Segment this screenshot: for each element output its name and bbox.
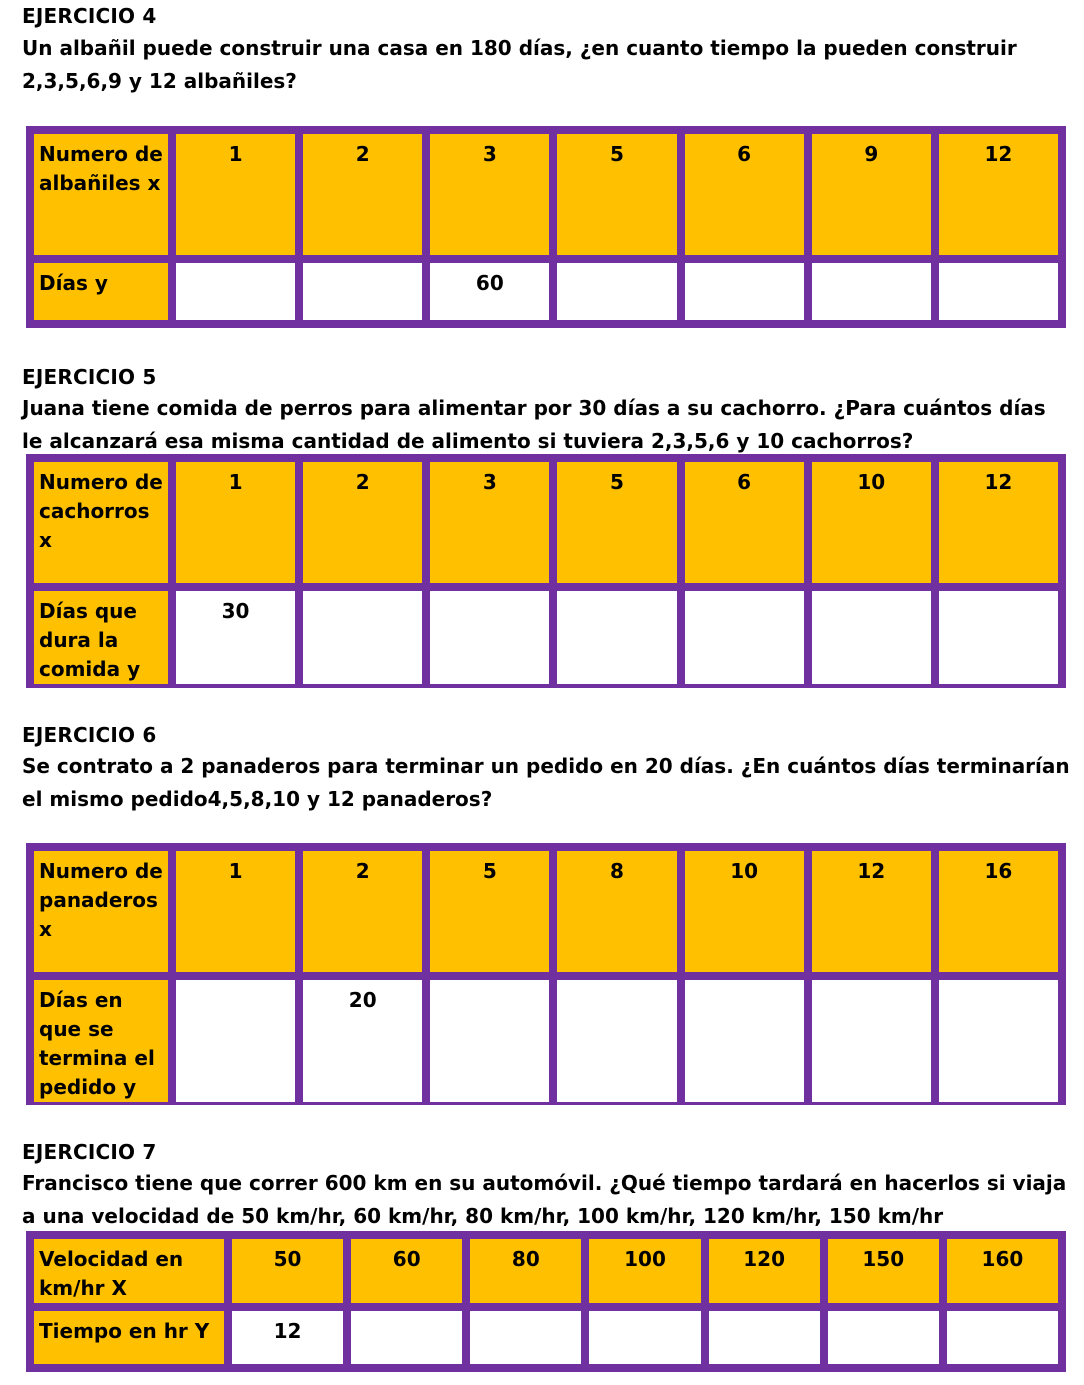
ex5-x-label: Numero de cachorros x — [34, 462, 168, 583]
ex6-x-7: 16 — [939, 851, 1058, 972]
ex6-y-2[interactable]: 20 — [303, 980, 422, 1102]
ex5-y-6[interactable] — [812, 591, 931, 684]
ex4-y-4[interactable] — [557, 263, 676, 320]
ex4-y-6[interactable] — [812, 263, 931, 320]
ex6-y-3[interactable] — [430, 980, 549, 1102]
ex7-x-4: 100 — [589, 1239, 700, 1303]
ex7-x-5: 120 — [709, 1239, 820, 1303]
ex6-x-6: 12 — [812, 851, 931, 972]
ex5-x-3: 3 — [430, 462, 549, 583]
ex5-x-4: 5 — [557, 462, 676, 583]
ex5-y-7[interactable] — [939, 591, 1058, 684]
ex4-x-7: 12 — [939, 134, 1058, 255]
ex5-x-5: 6 — [685, 462, 804, 583]
ex7-y-7[interactable] — [947, 1311, 1058, 1364]
ex5-title: EJERCICIO 5 — [22, 365, 157, 389]
ex6-y-1[interactable] — [176, 980, 295, 1102]
ex7-statement: Francisco tiene que correr 600 km en su automóvil. ¿Qué tiempo tardará en hacerlos si viaja a una velocidad de 50 km/hr, 60 km/hr, 80 km/hr, 100 km/hr, 120 km/hr, 150 km/hr — [22, 1171, 1067, 1228]
ex5-y-4[interactable] — [557, 591, 676, 684]
ex6-x-3: 5 — [430, 851, 549, 972]
ex4-y-2[interactable] — [303, 263, 422, 320]
ex7-y-5[interactable] — [709, 1311, 820, 1364]
ex6-y-label: Días en que se termina el pedido y — [34, 980, 168, 1102]
ex6-x-4: 8 — [557, 851, 676, 972]
ex7-x-3: 80 — [470, 1239, 581, 1303]
ex7-y-1[interactable]: 12 — [232, 1311, 343, 1364]
ex7-title: EJERCICIO 7 — [22, 1140, 157, 1164]
ex7-x-6: 150 — [828, 1239, 939, 1303]
ex4-y-3[interactable]: 60 — [430, 263, 549, 320]
ex4-statement: Un albañil puede construir una casa en 180 días, ¿en cuanto tiempo la pueden construir 2,3,5,6,9 y 12 albañiles? — [22, 36, 1017, 93]
ex5-x-6: 10 — [812, 462, 931, 583]
ex6-y-4[interactable] — [557, 980, 676, 1102]
ex4-x-2: 2 — [303, 134, 422, 255]
ex6-statement: Se contrato a 2 panaderos para terminar un pedido en 20 días. ¿En cuántos días terminarían el mismo pedido4,5,8,10 y 12 panaderos? — [22, 754, 1070, 811]
ex7-x-1: 50 — [232, 1239, 343, 1303]
ex6-y-5[interactable] — [685, 980, 804, 1102]
ex4-x-6: 9 — [812, 134, 931, 255]
ex6-x-label: Numero de panaderos x — [34, 851, 168, 972]
ex7-y-2[interactable] — [351, 1311, 462, 1364]
ex4-y-1[interactable] — [176, 263, 295, 320]
ex7-x-2: 60 — [351, 1239, 462, 1303]
ex7-y-label: Tiempo en hr Y — [34, 1311, 224, 1364]
ex5-x-1: 1 — [176, 462, 295, 583]
ex5-y-label: Días que dura la comida y — [34, 591, 168, 684]
ex6-x-2: 2 — [303, 851, 422, 972]
ex5-table — [26, 454, 1066, 688]
ex6-y-7[interactable] — [939, 980, 1058, 1102]
ex5-statement: Juana tiene comida de perros para alimentar por 30 días a su cachorro. ¿Para cuántos días le alcanzará esa misma cantidad de alimento si tuviera 2,3,5,6 y 10 cachorros? — [22, 396, 1046, 453]
ex7-x-label: Velocidad en km/hr X — [34, 1239, 224, 1303]
ex4-y-label: Días y — [34, 263, 168, 320]
ex4-table — [26, 126, 1066, 328]
ex4-y-7[interactable] — [939, 263, 1058, 320]
ex5-x-2: 2 — [303, 462, 422, 583]
ex6-x-1: 1 — [176, 851, 295, 972]
ex5-y-3[interactable] — [430, 591, 549, 684]
ex5-y-2[interactable] — [303, 591, 422, 684]
ex6-title: EJERCICIO 6 — [22, 723, 157, 747]
ex4-x-5: 6 — [685, 134, 804, 255]
ex7-y-4[interactable] — [589, 1311, 700, 1364]
ex4-x-3: 3 — [430, 134, 549, 255]
ex7-x-7: 160 — [947, 1239, 1058, 1303]
ex4-title: EJERCICIO 4 — [22, 4, 157, 28]
ex4-x-4: 5 — [557, 134, 676, 255]
ex6-table — [26, 843, 1066, 1105]
ex4-x-1: 1 — [176, 134, 295, 255]
ex4-x-label: Numero de albañiles x — [34, 134, 168, 255]
ex5-y-5[interactable] — [685, 591, 804, 684]
ex6-y-6[interactable] — [812, 980, 931, 1102]
ex5-x-7: 12 — [939, 462, 1058, 583]
ex4-y-5[interactable] — [685, 263, 804, 320]
ex5-y-1[interactable]: 30 — [176, 591, 295, 684]
ex7-table — [26, 1231, 1066, 1372]
ex7-y-3[interactable] — [470, 1311, 581, 1364]
ex7-y-6[interactable] — [828, 1311, 939, 1364]
ex6-x-5: 10 — [685, 851, 804, 972]
